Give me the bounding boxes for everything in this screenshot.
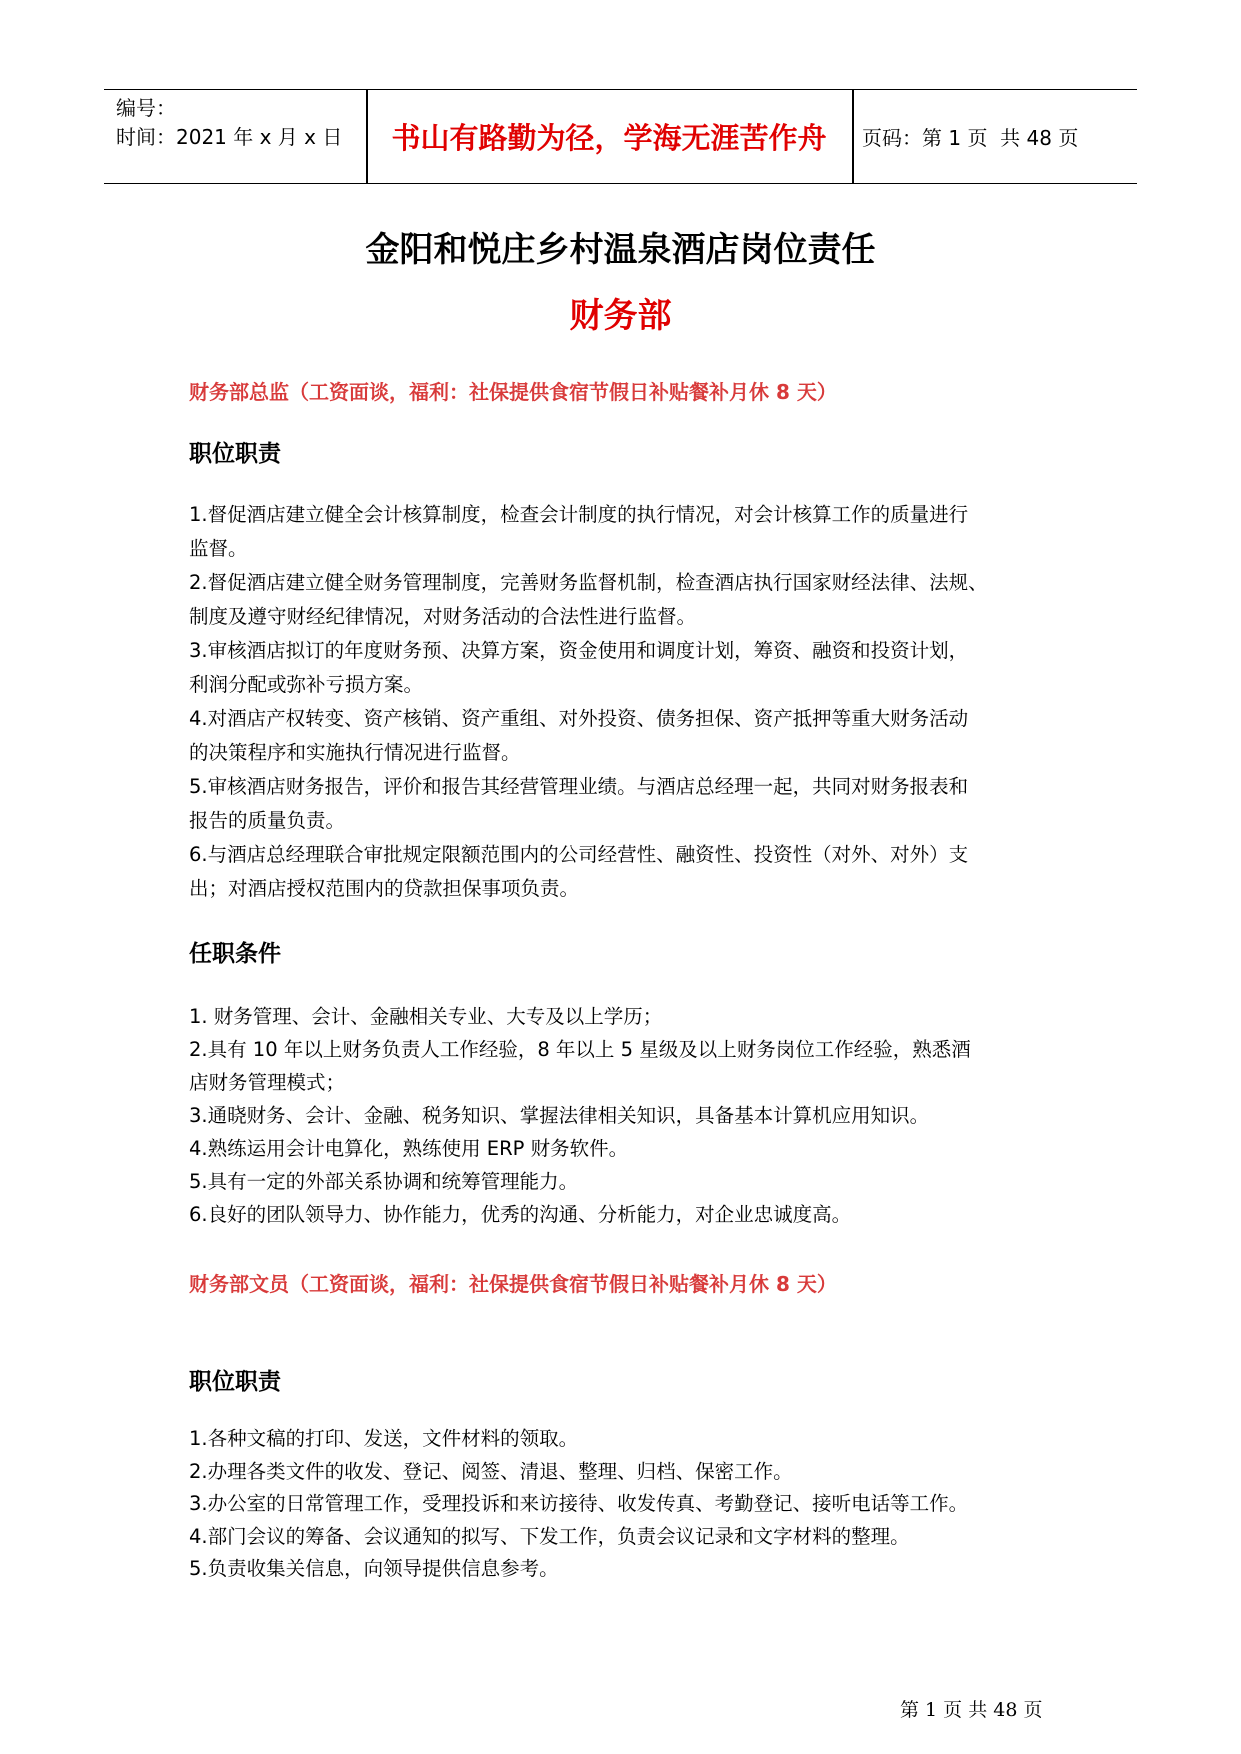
list-item: 1.督促酒店建立健全会计核算制度，检查会计制度的执行情况，对会计核算工作的质量进行 — [189, 503, 969, 526]
list-item: 2.具有 10 年以上财务负责人工作经验，8 年以上 5 星级及以上财务岗位工作经验，熟悉酒 — [189, 1038, 971, 1061]
page-footer: 第 1 页 共 48 页 — [900, 1699, 1043, 1721]
list-item: 3.审核酒店拟订的年度财务预、决算方案，资金使用和调度计划，筹资、融资和投资计划， — [189, 639, 969, 662]
document-title: 金阳和悦庄乡村温泉酒店岗位责任 — [365, 230, 876, 270]
list-item: 制度及遵守财经纪律情况，对财务活动的合法性进行监督。 — [189, 605, 697, 628]
list-item: 报告的质量负责。 — [189, 809, 346, 832]
duties-title: 职位职责 — [189, 441, 281, 467]
list-item: 4.部门会议的筹备、会议通知的拟写、下发工作，负责会议记录和文字材料的整理。 — [189, 1524, 910, 1548]
document-header — [104, 89, 1137, 184]
list-item: 3.通晓财务、会计、金融、税务知识、掌握法律相关知识，具备基本计算机应用知识。 — [189, 1104, 930, 1127]
list-item: 店财务管理模式； — [189, 1071, 346, 1094]
document-number-label: 编号： — [116, 96, 176, 120]
list-item: 利润分配或弥补亏损方案。 — [189, 673, 424, 696]
list-item: 4.熟练运用会计电算化，熟练使用 ERP 财务软件。 — [189, 1137, 629, 1160]
header-divider — [852, 90, 854, 183]
list-item: 5.具有一定的外部关系协调和统筹管理能力。 — [189, 1170, 579, 1193]
list-item: 5.审核酒店财务报告，评价和报告其经营管理业绩。与酒店总经理一起，共同对财务报表和 — [189, 775, 969, 798]
list-item: 1.各种文稿的打印、发送，文件材料的领取。 — [189, 1427, 579, 1450]
requirements-list — [189, 1000, 1069, 1231]
header-meta — [116, 94, 366, 152]
list-item: 2.督促酒店建立健全财务管理制度，完善财务监督机制，检查酒店执行国家财经法律、法规、 — [189, 571, 988, 594]
list-item: 5.负责收集关信息，向领导提供信息参考。 — [189, 1557, 559, 1580]
list-item: 1. 财务管理、会计、金融相关专业、大专及以上学历； — [189, 1005, 663, 1028]
list-item: 3.办公室的日常管理工作，受理投诉和来访接待、收发传真、考勤登记、接听电话等工作。 — [189, 1492, 969, 1515]
list-item: 监督。 — [189, 537, 248, 560]
job-heading-clerk: 财务部文员（工资面谈，福利：社保提供食宿节假日补贴餐补月休 8 天） — [189, 1272, 837, 1296]
list-item: 6.与酒店总经理联合审批规定限额范围内的公司经营性、融资性、投资性（对外、对外）支 — [189, 843, 969, 866]
duties-list-clerk — [189, 1423, 1069, 1586]
list-item: 的决策程序和实施执行情况进行监督。 — [189, 741, 521, 764]
job-heading-director: 财务部总监（工资面谈，福利：社保提供食宿节假日补贴餐补月休 8 天） — [189, 380, 837, 404]
list-item: 4.对酒店产权转变、资产核销、资产重组、对外投资、债务担保、资产抵押等重大财务活动 — [189, 707, 969, 730]
header-motto: 书山有路勤为径，学海无涯苦作舟 — [391, 121, 827, 155]
duties-title: 职位职责 — [189, 1369, 281, 1395]
header-page-info: 页码：第 1 页 共 48 页 — [862, 126, 1079, 150]
requirements-title: 任职条件 — [189, 941, 281, 967]
list-item: 出；对酒店授权范围内的贷款担保事项负责。 — [189, 877, 580, 900]
list-item: 2.办理各类文件的收发、登记、阅签、清退、整理、归档、保密工作。 — [189, 1459, 793, 1483]
duties-list-director — [189, 498, 1069, 906]
list-item: 6.良好的团队领导力、协作能力，优秀的沟通、分析能力，对企业忠诚度高。 — [189, 1203, 852, 1226]
document-time-label: 时间：2021 年 x 月 x 日 — [116, 125, 343, 149]
department-title: 财务部 — [569, 296, 672, 336]
